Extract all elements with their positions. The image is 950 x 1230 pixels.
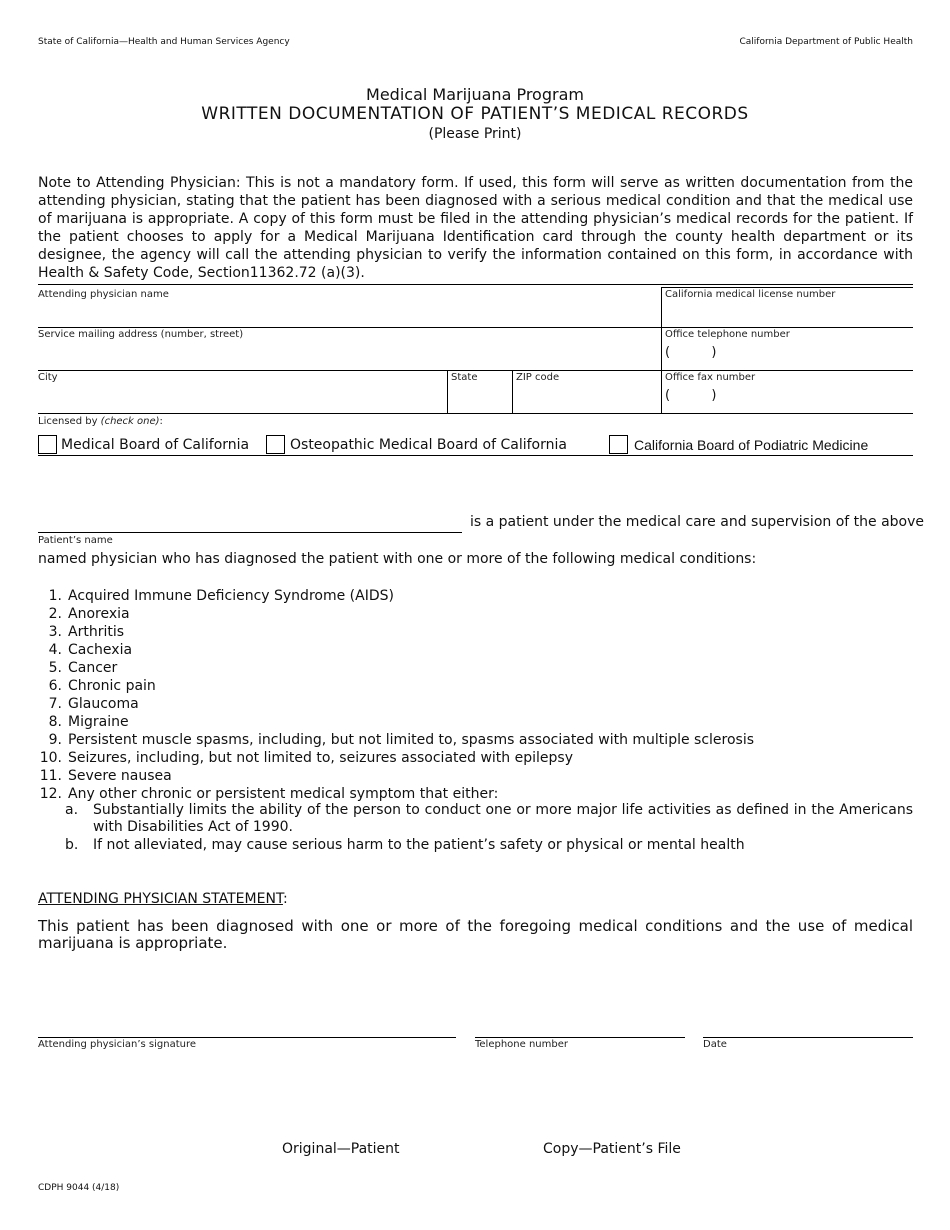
patient-name-label: Patient’s name: [38, 535, 113, 546]
condition-number: 8.: [48, 714, 62, 730]
form-title: WRITTEN DOCUMENTATION OF PATIENT’S MEDICAL RECORDS: [201, 104, 749, 124]
date-label: Date: [703, 1039, 727, 1050]
condition-number: 11.: [39, 768, 62, 784]
form-id: CDPH 9044 (4/18): [38, 1183, 120, 1193]
condition-text: Chronic pain: [68, 678, 156, 694]
office-fax-parens: ( ): [665, 388, 717, 403]
condition-item: [38, 677, 913, 695]
osteopathic-board-checkbox[interactable]: [266, 435, 285, 454]
grid-state-divider: [447, 370, 448, 413]
condition-item: [38, 605, 913, 623]
patient-sentence-cont: named physician who has diagnosed the patient with one or more of the following medical conditions:: [38, 551, 757, 567]
condition-item: [38, 731, 913, 749]
subcondition-letter: a.: [65, 802, 79, 818]
medical-board-label: Medical Board of California: [61, 437, 250, 453]
form-subtitle: (Please Print): [428, 126, 522, 142]
licensed-by-hint: (check one): [100, 416, 160, 427]
condition-text: Cachexia: [68, 642, 133, 658]
subcondition-letter: b.: [65, 837, 79, 853]
condition-item: [38, 695, 913, 713]
signature-label: Attending physician’s signature: [38, 1039, 196, 1050]
license-number-field[interactable]: California medical license number: [665, 289, 836, 300]
grid-row2-line: [38, 370, 913, 371]
footer-copy: Copy—Patient’s File: [543, 1141, 681, 1157]
condition-number: 12.: [39, 786, 62, 802]
condition-item: [38, 785, 913, 803]
signature-line[interactable]: [38, 1037, 456, 1038]
physician-name-field[interactable]: Attending physician name: [38, 289, 169, 300]
grid-right-divider: [661, 287, 662, 413]
condition-text: Severe nausea: [68, 768, 172, 784]
licensed-by-line: [38, 455, 913, 456]
condition-number: 7.: [48, 696, 62, 712]
condition-text: Persistent muscle spasms, including, but not limited to, spasms associated with multiple sclerosis: [68, 732, 755, 748]
patient-name-line[interactable]: [38, 532, 462, 533]
patient-sentence-end: is a patient under the medical care and supervision of the above: [470, 514, 925, 530]
conditions-list: [38, 587, 913, 803]
telephone-label: Telephone number: [475, 1039, 568, 1050]
condition-item: [38, 767, 913, 785]
condition-number: 10.: [39, 750, 62, 766]
office-phone-field[interactable]: Office telephone number: [665, 329, 790, 340]
licensed-by-prefix: Licensed by: [38, 416, 101, 427]
condition-number: 3.: [48, 624, 62, 640]
condition-number: 4.: [48, 642, 62, 658]
podiatric-board-checkbox[interactable]: [609, 435, 628, 454]
licensed-by-suffix: :: [159, 416, 163, 427]
condition-item: [38, 623, 913, 641]
condition-item: [38, 641, 913, 659]
condition-text: Acquired Immune Deficiency Syndrome (AIDS): [68, 588, 394, 604]
telephone-line[interactable]: [475, 1037, 685, 1038]
condition-text: Glaucoma: [68, 696, 139, 712]
city-field[interactable]: City: [38, 372, 58, 383]
statement-heading-colon: :: [282, 891, 288, 907]
agency-left: State of California—Health and Human Services Agency: [38, 37, 290, 47]
state-field[interactable]: State: [451, 372, 478, 383]
condition-number: 9.: [48, 732, 62, 748]
mailing-address-field[interactable]: Service mailing address (number, street): [38, 329, 244, 340]
condition-text: Arthritis: [68, 624, 125, 640]
condition-text: Anorexia: [68, 606, 130, 622]
agency-right: California Department of Public Health: [739, 37, 913, 47]
condition-text: Migraine: [68, 714, 129, 730]
grid-row1-line: [38, 327, 913, 328]
date-line[interactable]: [703, 1037, 913, 1038]
office-phone-parens: ( ): [665, 345, 717, 360]
podiatric-board-label: California Board of Podiatric Medicine: [634, 437, 869, 453]
licensed-by-label: [38, 416, 163, 427]
condition-number: 6.: [48, 678, 62, 694]
grid-top-line-right: [661, 287, 913, 288]
program-name: Medical Marijuana Program: [366, 85, 584, 104]
condition-item: [38, 749, 913, 767]
zip-field[interactable]: ZIP code: [516, 372, 560, 383]
office-fax-field[interactable]: Office fax number: [665, 372, 756, 383]
grid-top-line: [38, 284, 913, 285]
physician-note: Note to Attending Physician: This is not a mandatory form. If used, this form will serve as written documentation from the attending physician, stating that the patient has been diagnosed with a serious medical condition and that the medical use of marijuana is appropriate. A copy of this form must be filed in the attending physician’s medical records for the patient. If the patient chooses to apply for a Medical Marijuana Identification card through the county health department or its designee, the agency will call the attending physician to verify the information contained on this form, in accordance with Health & Safety Code, Section11362.72 (a)(3).: [38, 175, 913, 281]
condition-text: Cancer: [68, 660, 118, 676]
condition-item: [38, 659, 913, 677]
statement-heading: [38, 891, 288, 907]
grid-row3-line: [38, 413, 913, 414]
statement-heading-text: ATTENDING PHYSICIAN STATEMENT: [38, 891, 283, 907]
condition-item: [38, 713, 913, 731]
condition-text: Any other chronic or persistent medical symptom that either:: [68, 786, 499, 802]
osteopathic-board-label: Osteopathic Medical Board of California: [290, 437, 567, 453]
statement-text: This patient has been diagnosed with one or more of the foregoing medical conditions and the use of medical marijuana is appropriate.: [38, 917, 913, 952]
condition-number: 1.: [48, 588, 62, 604]
subcondition-text: If not alleviated, may cause serious harm to the patient’s safety or physical or mental health: [93, 837, 745, 853]
subcondition-text: Substantially limits the ability of the person to conduct one or more major life activities as defined in the Americans with Disabilities Act of 1990.: [93, 802, 913, 835]
condition-item: [38, 587, 913, 605]
medical-board-checkbox[interactable]: [38, 435, 57, 454]
grid-zip-divider: [512, 370, 513, 413]
condition-number: 2.: [48, 606, 62, 622]
condition-text: Seizures, including, but not limited to, seizures associated with epilepsy: [68, 750, 573, 766]
condition-number: 5.: [48, 660, 62, 676]
footer-original: Original—Patient: [282, 1141, 400, 1157]
